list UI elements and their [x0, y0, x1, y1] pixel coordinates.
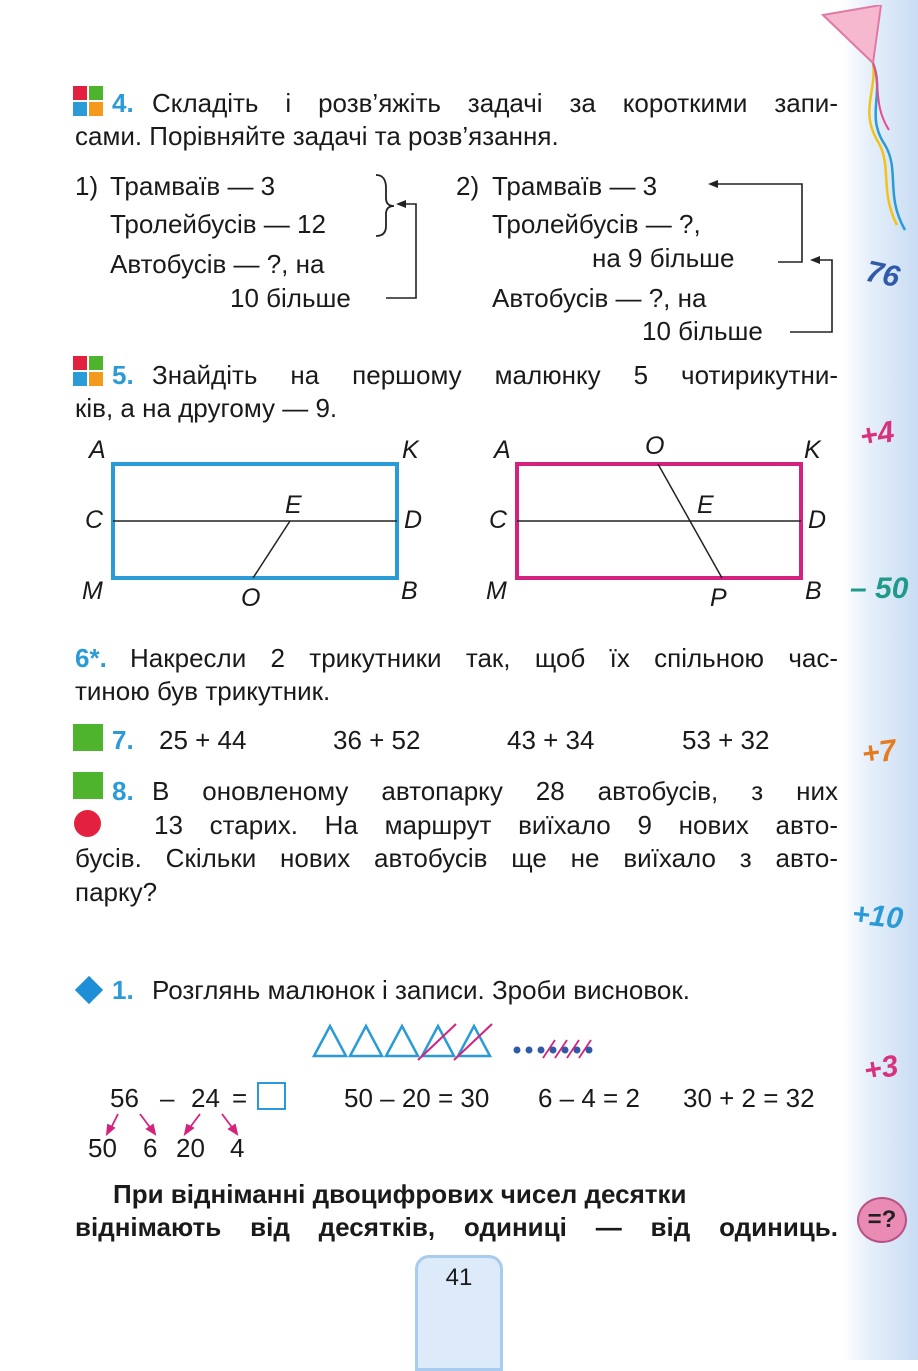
task4-text-line1: Складіть і розв’яжіть задачі за короткими запи-	[152, 88, 838, 118]
lesson-number: 1.	[112, 975, 134, 1005]
task8-text-line1: В оновленому автопарку 28 автобусів, з них	[152, 776, 838, 806]
task7-expression-4: 53 + 32	[682, 725, 770, 755]
lesson-marker-icon	[75, 976, 103, 1004]
task4-part1-line4: 10 більше	[230, 283, 351, 313]
sidebar-number-6: +3	[861, 1049, 901, 1088]
task-marker-icon	[73, 724, 103, 751]
task4-part2-label: 2)	[456, 171, 480, 201]
equation-b: 24	[191, 1083, 220, 1113]
task4-text-line2: сами. Порівняйте задачі та розв’язання.	[75, 121, 559, 151]
step-3: 30 + 2 = 32	[683, 1083, 815, 1113]
fig2-point-A: A	[494, 436, 511, 464]
figure1-rectangle	[100, 455, 410, 590]
task-marker-icon	[73, 356, 103, 386]
fig2-point-B: B	[805, 577, 822, 605]
step-1: 50 – 20 = 30	[344, 1083, 490, 1113]
answer-box[interactable]	[257, 1082, 286, 1110]
lesson-text: Розглянь малюнок і записи. Зроби висновок.	[152, 975, 690, 1005]
task4-part2-line1: Трамваїв — 3	[492, 171, 658, 201]
task4-brackets-arrows	[370, 170, 840, 345]
task8-text-line3: бусів. Скільки нових автобусів ще не виїхало з авто-	[75, 843, 838, 873]
sidebar-number-4: +7	[859, 733, 899, 772]
fig2-point-E: E	[697, 491, 714, 519]
equation-eq: =	[232, 1083, 248, 1113]
fig1-point-O: O	[241, 584, 261, 612]
fig2-point-P: P	[710, 584, 727, 612]
page-number: 41	[415, 1255, 503, 1371]
fig2-point-K: K	[804, 436, 821, 464]
sidebar-number-5: +10	[850, 897, 905, 936]
split-value-3: 20	[176, 1133, 205, 1163]
split-arrows	[100, 1110, 250, 1138]
fig1-point-D: D	[404, 506, 423, 534]
task8-text-line4: парку?	[75, 877, 158, 907]
task4-part1-line2: Тролейбусів — 12	[110, 209, 326, 239]
split-value-1: 50	[88, 1133, 117, 1163]
equation-a: 56	[110, 1083, 139, 1113]
sidebar-number-2: +4	[857, 415, 897, 454]
fig1-point-B: B	[401, 577, 418, 605]
step-2: 6 – 4 = 2	[538, 1083, 640, 1113]
task5-text-line2: ків, а на другому — 9.	[75, 393, 338, 423]
triangles-illustration	[310, 1020, 610, 1062]
task7-expression-1: 25 + 44	[159, 725, 247, 755]
task4-part1-label: 1)	[75, 171, 99, 201]
task8-number: 8.	[112, 776, 134, 806]
task4-number: 4.	[112, 88, 134, 118]
difficulty-dot-icon	[74, 810, 101, 837]
task7-number: 7.	[112, 725, 134, 755]
task4-part2-line5: 10 більше	[642, 316, 763, 346]
task5-number: 5.	[112, 360, 134, 390]
task4-part2-line3: на 9 більше	[592, 243, 735, 273]
task4-part2-line2: Тролейбусів — ?,	[492, 209, 701, 239]
task-marker-icon	[73, 86, 103, 116]
fig1-point-M: M	[82, 577, 103, 605]
fig2-point-M: M	[486, 577, 507, 605]
rule-line2: віднімають від десятків, одиниці — від одиниць.	[75, 1212, 838, 1242]
fig2-point-D: D	[808, 506, 827, 534]
fig2-point-C: C	[489, 506, 508, 534]
task5-text-line1: Знайдіть на першому малюнку 5 чотирикутни-	[152, 360, 838, 390]
rule-line1: При відніманні двоцифрових чисел десятки	[113, 1179, 687, 1209]
fig1-point-C: C	[85, 506, 104, 534]
figure2-rectangle	[505, 455, 815, 590]
fig2-point-O: O	[645, 432, 665, 460]
task6-text-line2: тиною був трикутник.	[75, 676, 331, 706]
help-badge[interactable]: =?	[857, 1197, 907, 1243]
sidebar-number-3: – 50	[850, 572, 909, 605]
fig1-point-E: E	[285, 491, 302, 519]
task7-expression-3: 43 + 34	[507, 725, 595, 755]
split-value-4: 4	[230, 1133, 245, 1163]
split-value-2: 6	[143, 1133, 158, 1163]
fig1-point-A: A	[89, 436, 106, 464]
task7-expression-2: 36 + 52	[333, 725, 421, 755]
task6-text-line1: Накресли 2 трикутники так, щоб їх спільною час-	[130, 643, 838, 673]
task8-text-line2: 13 старих. На маршрут виїхало 9 нових авто-	[154, 810, 838, 840]
task4-part1-line3: Автобусів — ?, на	[110, 249, 325, 279]
fig1-point-K: K	[402, 436, 419, 464]
task6-number: 6*.	[75, 643, 107, 673]
task4-part2-line4: Автобусів — ?, на	[492, 283, 707, 313]
sidebar-number-1: 76	[863, 254, 903, 295]
task4-part1-line1: Трамваїв — 3	[110, 171, 276, 201]
equation-minus: –	[160, 1083, 175, 1113]
task-marker-icon	[73, 772, 103, 799]
